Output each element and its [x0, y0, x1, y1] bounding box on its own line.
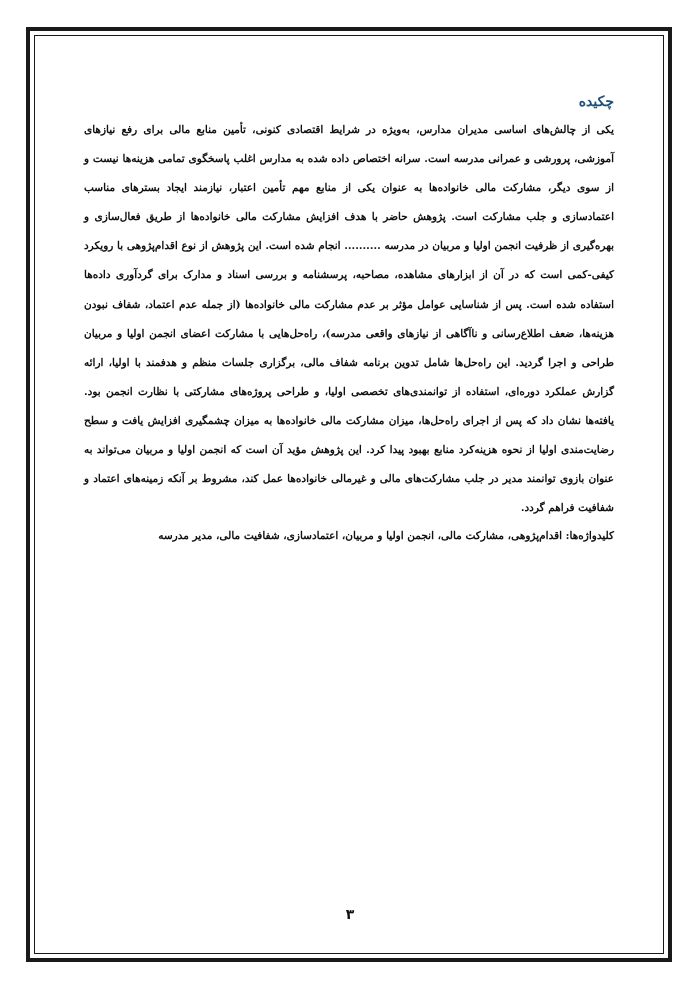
abstract-section — [84, 92, 614, 549]
abstract-body: یکی از چالش‌های اساسی مدیران مدارس، به‌ویژه در شرایط اقتصادی کنونی، تأمین منابع مالی برای رفع نیازهای آموزشی، پرورشی و عمرانی مدرسه است. سرانه اختصاص داده شده به مدارس اغلب پاسخگوی تمامی هزینه‌ها نیست و از سوی دیگر، مشارکت مالی خانواده‌ها به عنوان یکی از منابع مهم تأمین اعتبار، نیازمند ایجاد بسترهای مناسب اعتمادسازی و جلب مشارکت است. پژوهش حاضر با هدف افزایش مشارکت مالی خانواده‌ها از طریق فعال‌سازی و بهره‌گیری از ظرفیت انجمن اولیا و مربیان در مدرسه .......... انجام شده است. این پژوهش از نوع اقدام‌پژوهی با رویکرد کیفی-کمی است که در آن از ابزارهای مشاهده، مصاحبه، پرسشنامه و بررسی اسناد و مدارک برای گردآوری داده‌ها استفاده شده است. پس از شناسایی عوامل مؤثر بر عدم مشارکت مالی خانواده‌ها (از جمله عدم اعتماد، شفاف نبودن هزینه‌ها، ضعف اطلاع‌رسانی و ناآگاهی از نیازهای واقعی مدرسه)، راه‌حل‌هایی با مشارکت اعضای انجمن اولیا و مربیان طراحی و اجرا گردید. این راه‌حل‌ها شامل تدوین برنامه شفاف مالی، برگزاری جلسات منظم و هدفمند با اولیا، ارائه گزارش عملکرد دوره‌ای، استفاده از توانمندی‌های تخصصی اولیا، و طراحی پروژه‌های مشارکتی با نظارت انجمن بود. یافته‌ها نشان داد که پس از اجرای راه‌حل‌ها، میزان مشارکت مالی خانواده‌ها به میزان چشمگیری افزایش یافت و سطح رضایت‌مندی اولیا از نحوه هزینه‌کرد منابع بهبود پیدا کرد. این پژوهش مؤید آن است که انجمن اولیا و مربیان می‌تواند به عنوان بازوی توانمند مدیر در جلب مشارکت‌های مالی و غیرمالی خانواده‌ها عمل کند، مشروط بر آنکه زمینه‌های اعتماد و شفافیت فراهم گردد. — [84, 124, 614, 515]
page-number: ۳ — [345, 907, 355, 923]
keywords-line: کلیدواژه‌ها: اقدام‌پژوهی، مشارکت مالی، انجمن اولیا و مربیان، اعتمادسازی، شفافیت مالی، مدیر مدرسه — [158, 530, 614, 543]
abstract-heading: چکیده — [578, 94, 614, 110]
